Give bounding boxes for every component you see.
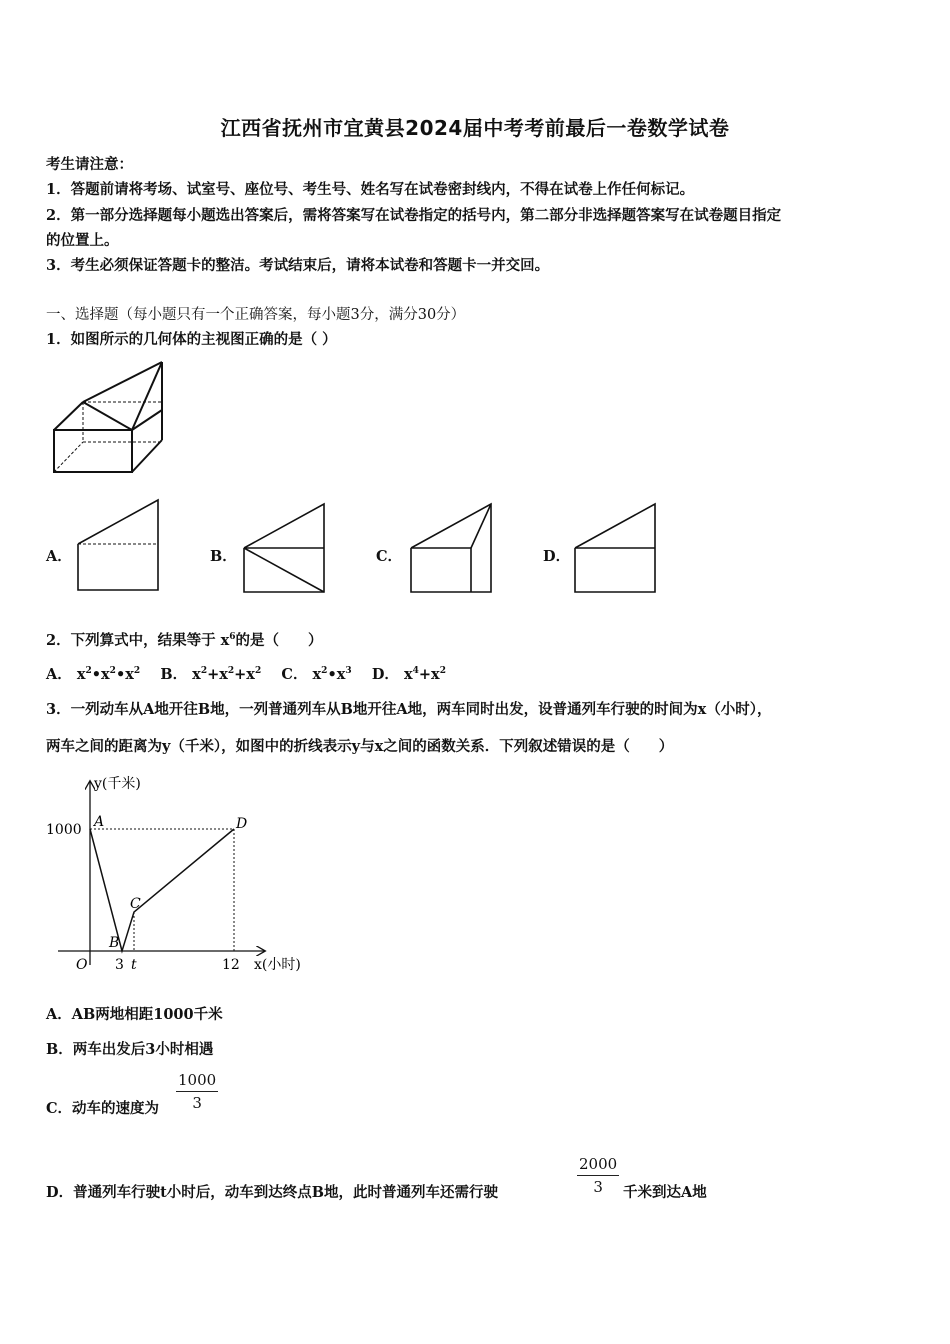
- q1-option-a-label[interactable]: A．: [46, 548, 72, 565]
- q1-stem: 1．如图所示的几何体的主视图正确的是（ ）: [46, 331, 337, 348]
- x-tick-12: 12: [222, 957, 240, 973]
- page-title: 江西省抚州市宜黄县2024届中考考前最后一卷数学试卷: [220, 116, 730, 140]
- q2-stem: 2．下列算式中，结果等于 $x^6$的是（ ）: [46, 632, 323, 649]
- q1-option-b-label[interactable]: B．: [210, 548, 237, 565]
- q1-option-b-figure[interactable]: [242, 502, 328, 596]
- point-c-label: C: [130, 896, 141, 912]
- q1-option-d-figure[interactable]: [573, 502, 659, 596]
- q3-option-c-fraction: $\frac{1000}{3}$: [178, 1071, 217, 1112]
- q3-graph: [44, 770, 314, 980]
- x-tick-t: t: [131, 957, 137, 973]
- q3-stem-line-2: 两车之间的距离为y（千米），如图中的折线表示y与x之间的函数关系．下列叙述错误的是（ ）: [46, 738, 674, 755]
- q1-option-a-figure[interactable]: [76, 498, 162, 594]
- notice-item-2: 2．第一部分选择题每小题选出答案后，需将答案写在试卷指定的括号内，第二部分非选择题答案写在试卷题目指定: [46, 207, 782, 224]
- notice-item-3: 3．考生必须保证答题卡的整洁。考试结束后，请将本试卷和答题卡一并交回。: [46, 257, 550, 274]
- point-d-label: D: [236, 816, 248, 832]
- x-tick-3: 3: [115, 957, 124, 973]
- origin-label: O: [76, 957, 88, 973]
- q2-option-a[interactable]: A． $x^2•x^2•x^2$: [46, 666, 141, 683]
- q3-option-d-tail: 千米到达A地: [623, 1184, 707, 1201]
- q1-option-c-figure[interactable]: [409, 502, 495, 596]
- section-heading: 一、选择题（每小题只有一个正确答案，每小题3分，满分30分）: [46, 307, 466, 323]
- q1-option-d-label[interactable]: D．: [543, 548, 571, 565]
- point-a-label: A: [94, 814, 105, 830]
- q3-option-d[interactable]: D．普通列车行驶t小时后，动车到达终点B地，此时普通列车还需行驶: [46, 1184, 499, 1201]
- q3-stem-line-1: 3．一列动车从A地开往B地，一列普通列车从B地开往A地，两车同时出发，设普通列车行驶的时间为x（小时），: [46, 701, 772, 718]
- point-b-label: B: [109, 935, 120, 951]
- q3-option-a[interactable]: A．AB两地相距1000千米: [46, 1006, 223, 1023]
- y-tick-1000: 1000: [46, 822, 82, 838]
- distance-polyline: [90, 829, 234, 951]
- q2-option-b[interactable]: B． $x^2+x^2+x^2$: [160, 666, 262, 683]
- q2-option-d[interactable]: D． $x^4+x^2$: [371, 666, 446, 683]
- notice-heading: 考生请注意：: [46, 156, 133, 173]
- y-axis-label: y(千米): [94, 776, 141, 792]
- q2-options: [46, 663, 446, 684]
- notice-item-1: 1．答题前请将考场、试室号、座位号、考生号、姓名写在试卷密封线内，不得在试卷上作任何标记。: [46, 181, 695, 198]
- notice-item-2-cont: 的位置上。: [46, 232, 119, 249]
- q1-solid-figure: [50, 360, 170, 478]
- q3-option-b[interactable]: B．两车出发后3小时相遇: [46, 1041, 214, 1058]
- q1-option-c-label[interactable]: C．: [376, 548, 403, 565]
- q3-option-c[interactable]: C．动车的速度为: [46, 1100, 160, 1117]
- front-face: [54, 430, 132, 472]
- x-axis-label: x(小时): [254, 957, 301, 973]
- q2-option-c[interactable]: C． $x^2•x^3$: [281, 666, 352, 683]
- q3-option-d-fraction: $\frac{2000}{3}$: [579, 1155, 618, 1196]
